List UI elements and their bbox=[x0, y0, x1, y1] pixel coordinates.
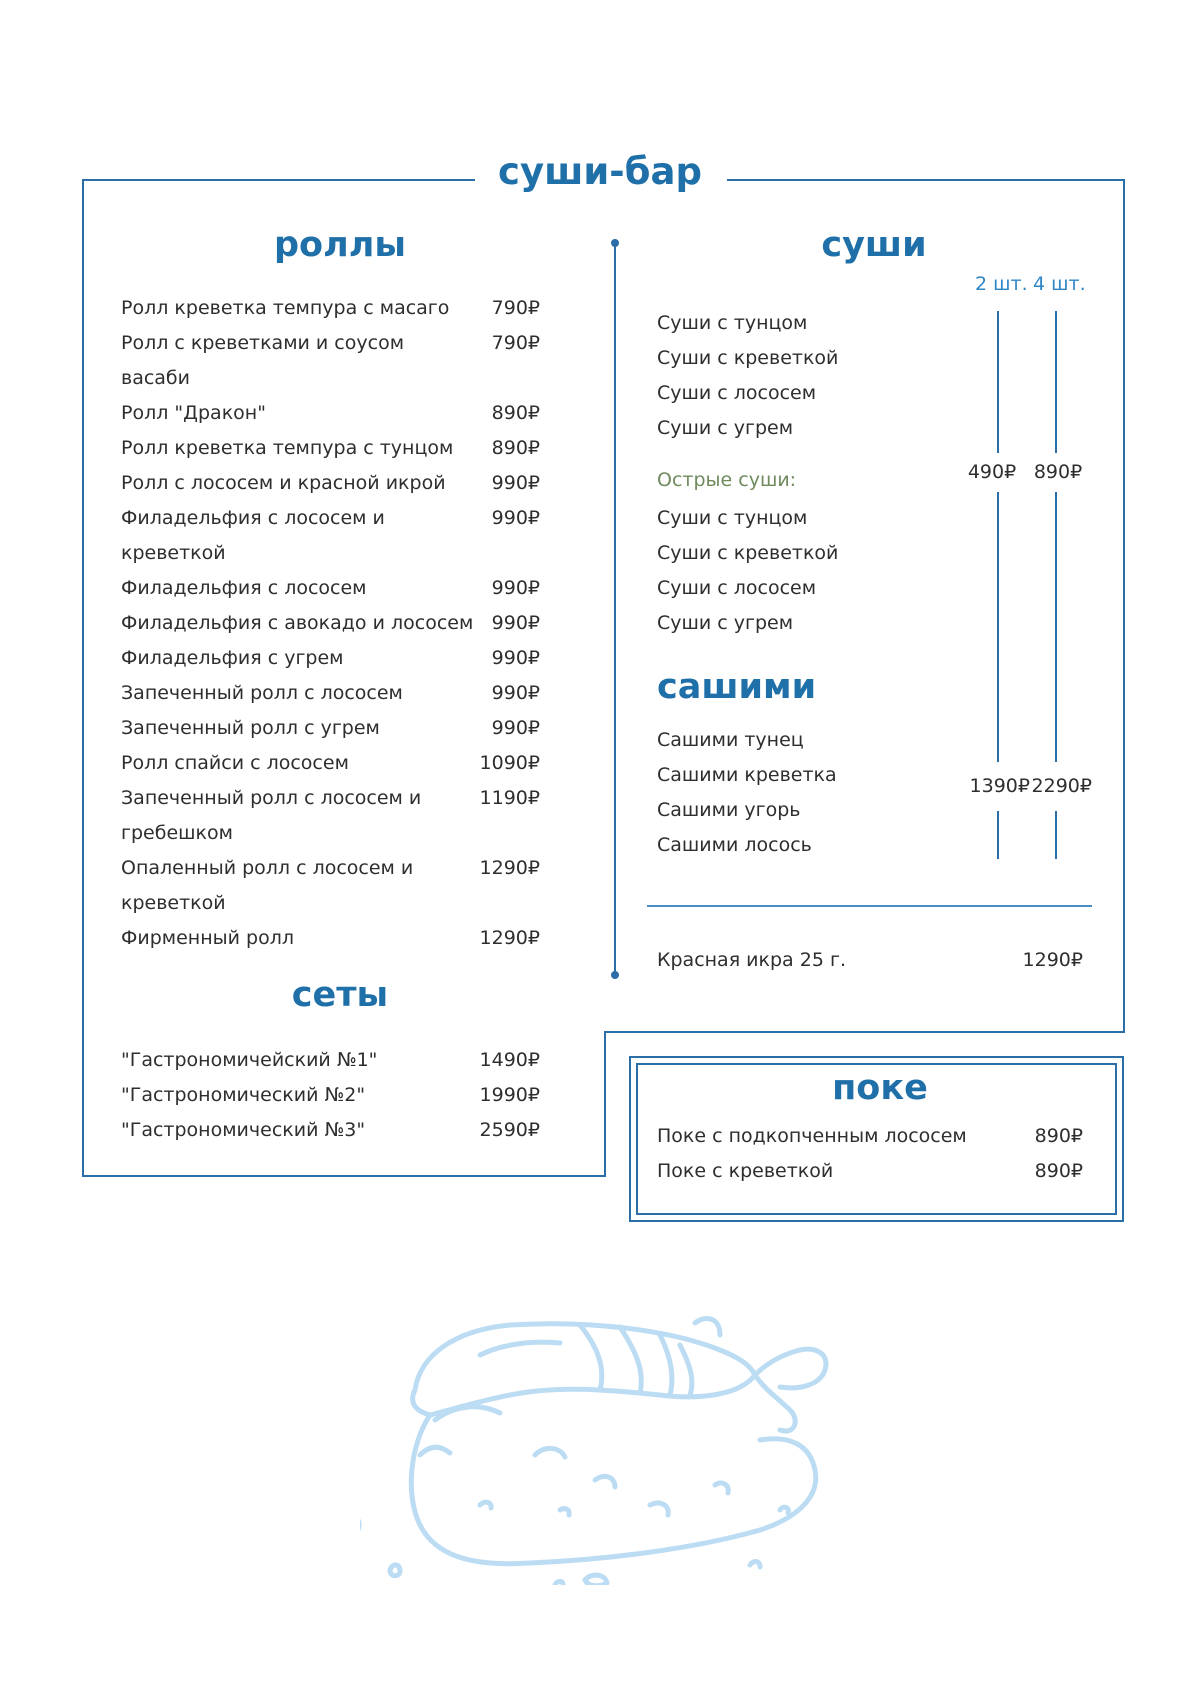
roll-price: 1090₽ bbox=[479, 752, 540, 774]
sushi-col4-line-top bbox=[1055, 311, 1057, 453]
roll-price: 1290₽ bbox=[479, 927, 540, 949]
set-price: 1990₽ bbox=[479, 1084, 540, 1106]
sushi-price-2pcs: 490₽ bbox=[967, 461, 1017, 483]
roll-name-line2: креветкой bbox=[121, 892, 226, 914]
sashimi-col2-line-bottom bbox=[997, 811, 999, 859]
frame-bottom-left bbox=[82, 1175, 606, 1177]
roll-name: Ролл с лососем и красной икрой bbox=[121, 472, 446, 494]
sushi-title: суши bbox=[821, 225, 927, 265]
frame-step-vertical bbox=[604, 1032, 606, 1177]
frame-left bbox=[82, 179, 84, 1177]
sushi-item: Суши с тунцом bbox=[657, 312, 808, 334]
roll-name: Ролл креветка темпура с масаго bbox=[121, 297, 450, 319]
roll-name: Ролл спайси с лососем bbox=[121, 752, 349, 774]
sashimi-price-4pcs: 2290₽ bbox=[1031, 775, 1092, 797]
frame-top-left bbox=[82, 179, 475, 181]
roll-name: Ролл креветка темпура с тунцом bbox=[121, 437, 454, 459]
sashimi-item: Сашими лосось bbox=[657, 834, 812, 856]
column-header-4pcs: 4 шт. bbox=[1033, 273, 1086, 295]
caviar-name: Красная икра 25 г. bbox=[657, 949, 846, 971]
roll-price: 990₽ bbox=[491, 682, 540, 704]
sashimi-item: Сашими угорь bbox=[657, 799, 801, 821]
roll-price: 1190₽ bbox=[479, 787, 540, 809]
roll-name: Филадельфия с лососем bbox=[121, 577, 367, 599]
roll-name-line2: гребешком bbox=[121, 822, 233, 844]
sushi-item: Суши с лососем bbox=[657, 382, 817, 404]
poke-price: 890₽ bbox=[1034, 1125, 1083, 1147]
set-price: 2590₽ bbox=[479, 1119, 540, 1141]
roll-name: Опаленный ролл с лососем и bbox=[121, 857, 414, 879]
roll-name: Запеченный ролл с лососем и bbox=[121, 787, 422, 809]
roll-name: Запеченный ролл с лососем bbox=[121, 682, 403, 704]
poke-name: Поке с креветкой bbox=[657, 1160, 834, 1182]
roll-name: Филадельфия с авокадо и лососем bbox=[121, 612, 474, 634]
sushi-col2-line-bottom bbox=[997, 492, 999, 754]
sashimi-item: Сашими креветка bbox=[657, 764, 837, 786]
frame-right bbox=[1123, 179, 1125, 1033]
roll-price: 990₽ bbox=[491, 612, 540, 634]
sushi-price-4pcs: 890₽ bbox=[1033, 461, 1083, 483]
rolls-title: роллы bbox=[273, 225, 407, 265]
sushi-item: Суши с угрем bbox=[657, 417, 794, 439]
roll-price: 990₽ bbox=[491, 717, 540, 739]
caviar-divider bbox=[647, 905, 1092, 907]
set-name: "Гастрономический №2" bbox=[121, 1084, 366, 1106]
roll-name: Запеченный ролл с угрем bbox=[121, 717, 380, 739]
sashimi-price-2pcs: 1390₽ bbox=[969, 775, 1030, 797]
poke-price: 890₽ bbox=[1034, 1160, 1083, 1182]
roll-price: 990₽ bbox=[491, 507, 540, 529]
spicy-sushi-item: Суши с лососем bbox=[657, 577, 817, 599]
frame-top-right bbox=[727, 179, 1125, 181]
column-header-2pcs: 2 шт. bbox=[975, 273, 1028, 295]
sushi-item: Суши с креветкой bbox=[657, 347, 839, 369]
sashimi-col4-line-top bbox=[1055, 720, 1057, 762]
sets-title: сеты bbox=[291, 975, 389, 1015]
roll-name: Ролл "Дракон" bbox=[121, 402, 266, 424]
roll-price: 890₽ bbox=[491, 437, 540, 459]
divider-dot-bottom bbox=[611, 971, 619, 979]
center-divider bbox=[614, 244, 616, 975]
frame-step-horizontal bbox=[604, 1031, 1125, 1033]
roll-price: 790₽ bbox=[491, 332, 540, 354]
poke-name: Поке с подкопченным лососем bbox=[657, 1125, 967, 1147]
caviar-price: 1290₽ bbox=[1022, 949, 1083, 971]
roll-price: 990₽ bbox=[491, 647, 540, 669]
roll-price: 1290₽ bbox=[479, 857, 540, 879]
sashimi-title: сашими bbox=[657, 667, 817, 707]
page-title: суши-бар bbox=[498, 150, 702, 193]
sashimi-col4-line-bottom bbox=[1055, 811, 1057, 859]
roll-name-line2: креветкой bbox=[121, 542, 226, 564]
roll-price: 990₽ bbox=[491, 472, 540, 494]
roll-name: Ролл с креветками и соусом bbox=[121, 332, 405, 354]
roll-name: Филадельфия с угрем bbox=[121, 647, 344, 669]
roll-name: Филадельфия с лососем и bbox=[121, 507, 385, 529]
sushi-col2-line-top bbox=[997, 311, 999, 453]
sashimi-col2-line-top bbox=[997, 720, 999, 762]
set-name: "Гастрономический №3" bbox=[121, 1119, 366, 1141]
roll-price: 790₽ bbox=[491, 297, 540, 319]
sashimi-item: Сашими тунец bbox=[657, 729, 804, 751]
roll-name: Фирменный ролл bbox=[121, 927, 294, 949]
roll-price: 890₽ bbox=[491, 402, 540, 424]
set-price: 1490₽ bbox=[479, 1049, 540, 1071]
spicy-sushi-item: Суши с угрем bbox=[657, 612, 794, 634]
spicy-sushi-label: Острые суши: bbox=[657, 469, 797, 491]
spicy-sushi-item: Суши с креветкой bbox=[657, 542, 839, 564]
divider-dot-top bbox=[611, 239, 619, 247]
spicy-sushi-item: Суши с тунцом bbox=[657, 507, 808, 529]
roll-price: 990₽ bbox=[491, 577, 540, 599]
set-name: "Гастрономичейский №1" bbox=[121, 1049, 378, 1071]
nigiri-sushi-illustration-icon bbox=[360, 1295, 860, 1585]
sushi-col4-line-bottom bbox=[1055, 492, 1057, 754]
roll-name-line2: васаби bbox=[121, 367, 190, 389]
poke-title: поке bbox=[832, 1068, 928, 1108]
